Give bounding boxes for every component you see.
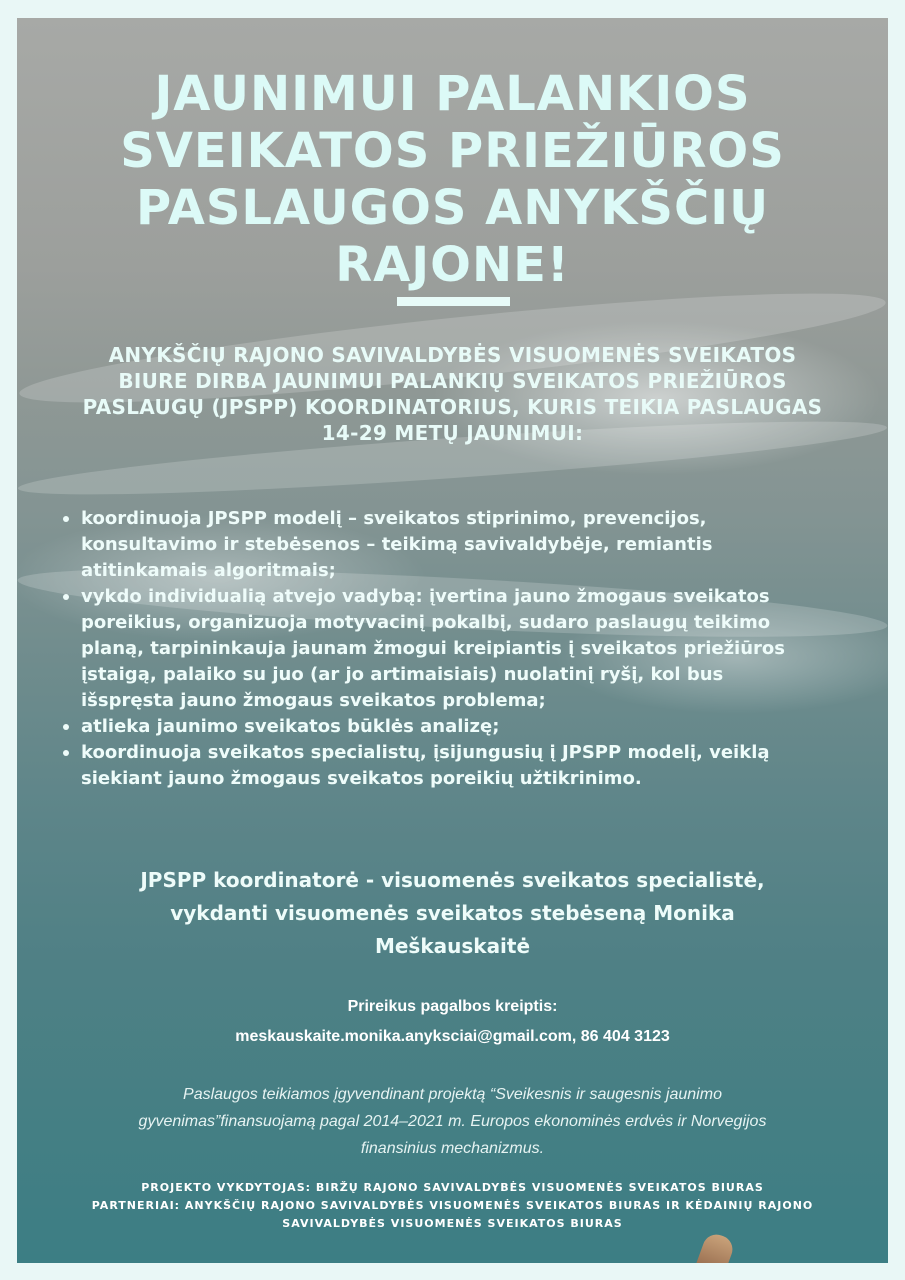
- contact-details: meskauskaite.monika.anyksciai@gmail.com, 86 404 3123: [235, 1028, 670, 1045]
- poster-background: [17, 18, 888, 1263]
- title-line: JAUNIMUI PALANKIOS: [154, 66, 751, 122]
- intro-line: ANYKŠČIŲ RAJONO SAVIVALDYBĖS VISUOMENĖS SVEIKATOS: [108, 343, 797, 367]
- partners-footer: [47, 1179, 858, 1233]
- funding-line: gyvenimas”finansuojamą pagal 2014–2021 m. Europos ekonominės erdvės ir Norvegijos: [138, 1113, 767, 1130]
- list-item: [57, 506, 867, 584]
- intro-line: 14-29 METŲ JAUNIMUI:: [321, 421, 584, 445]
- list-item-line: koordinuoja sveikatos specialistų, įsijungusių į JPSPP modelį, veiklą: [81, 742, 770, 763]
- coordinator-line: vykdanti visuomenės sveikatos stebėseną Monika: [170, 901, 735, 925]
- list-item-line: siekiant jauno žmogaus sveikatos poreikių užtikrinimo.: [81, 768, 642, 789]
- partners-line: PROJEKTO VYKDYTOJAS: BIRŽŲ RAJONO SAVIVALDYBĖS VISUOMENĖS SVEIKATOS BIURAS: [141, 1181, 764, 1194]
- list-item-line: koordinuoja JPSPP modelį – sveikatos stiprinimo, prevencijos,: [81, 508, 707, 529]
- list-item-line: atlieka jaunimo sveikatos būklės analizę;: [81, 716, 500, 737]
- boat-image: [688, 1231, 737, 1263]
- list-item-line: planą, tarpininkauja jaunam žmogui kreipiantis į sveikatos priežiūros: [81, 638, 785, 659]
- intro-line: BIURE DIRBA JAUNIMUI PALANKIŲ SVEIKATOS PRIEŽIŪROS: [118, 369, 787, 393]
- intro-text: [37, 342, 868, 446]
- list-item-line: atitinkamais algoritmais;: [81, 560, 336, 581]
- list-item: [57, 584, 867, 714]
- title-divider: [397, 297, 510, 306]
- list-item-line: išspręsta jauno žmogaus sveikatos problema;: [81, 690, 546, 711]
- list-item: [57, 714, 867, 740]
- list-item: [57, 740, 867, 792]
- intro-line: PASLAUGŲ (JPSPP) KOORDINATORIUS, KURIS TEIKIA PASLAUGAS: [82, 395, 823, 419]
- title-line: RAJONE!: [335, 237, 570, 293]
- list-item-line: konsultavimo ir stebėsenos – teikimą savivaldybėje, remiantis: [81, 534, 713, 555]
- services-list: [57, 506, 867, 792]
- page-title: [17, 66, 888, 294]
- title-line: SVEIKATOS PRIEŽIŪROS: [120, 123, 785, 179]
- list-item-line: poreikius, organizuoja motyvacinį pokalbį, sudaro paslaugų teikimo: [81, 612, 771, 633]
- list-item-line: įstaigą, palaiko su juo (ar jo artimaisiais) nuolatinį ryšį, kol bus: [81, 664, 724, 685]
- list-item-line: vykdo individualią atvejo vadybą: įvertina jauno žmogaus sveikatos: [81, 586, 770, 607]
- contact-label: Prireikus pagalbos kreiptis:: [347, 998, 558, 1015]
- coordinator-line: Meškauskaitė: [374, 934, 531, 958]
- coordinator-line: JPSPP koordinatorė - visuomenės sveikatos specialistė,: [140, 868, 765, 892]
- partners-line: PARTNERIAI: ANYKŠČIŲ RAJONO SAVIVALDYBĖS VISUOMENĖS SVEIKATOS BIURAS IR KĖDAINIŲ RAJONO: [91, 1199, 814, 1212]
- title-line: PASLAUGOS ANYKŠČIŲ: [135, 180, 770, 236]
- contact-info: [57, 992, 848, 1052]
- funding-line: finansinius mechanizmus.: [360, 1140, 545, 1157]
- funding-note: [57, 1081, 848, 1162]
- funding-line: Paslaugos teikiamos įgyvendinant projektą “Sveikesnis ir saugesnis jaunimo: [183, 1086, 722, 1103]
- partners-line: SAVIVALDYBĖS VISUOMENĖS SVEIKATOS BIURAS: [282, 1217, 623, 1230]
- coordinator-text: [57, 864, 848, 963]
